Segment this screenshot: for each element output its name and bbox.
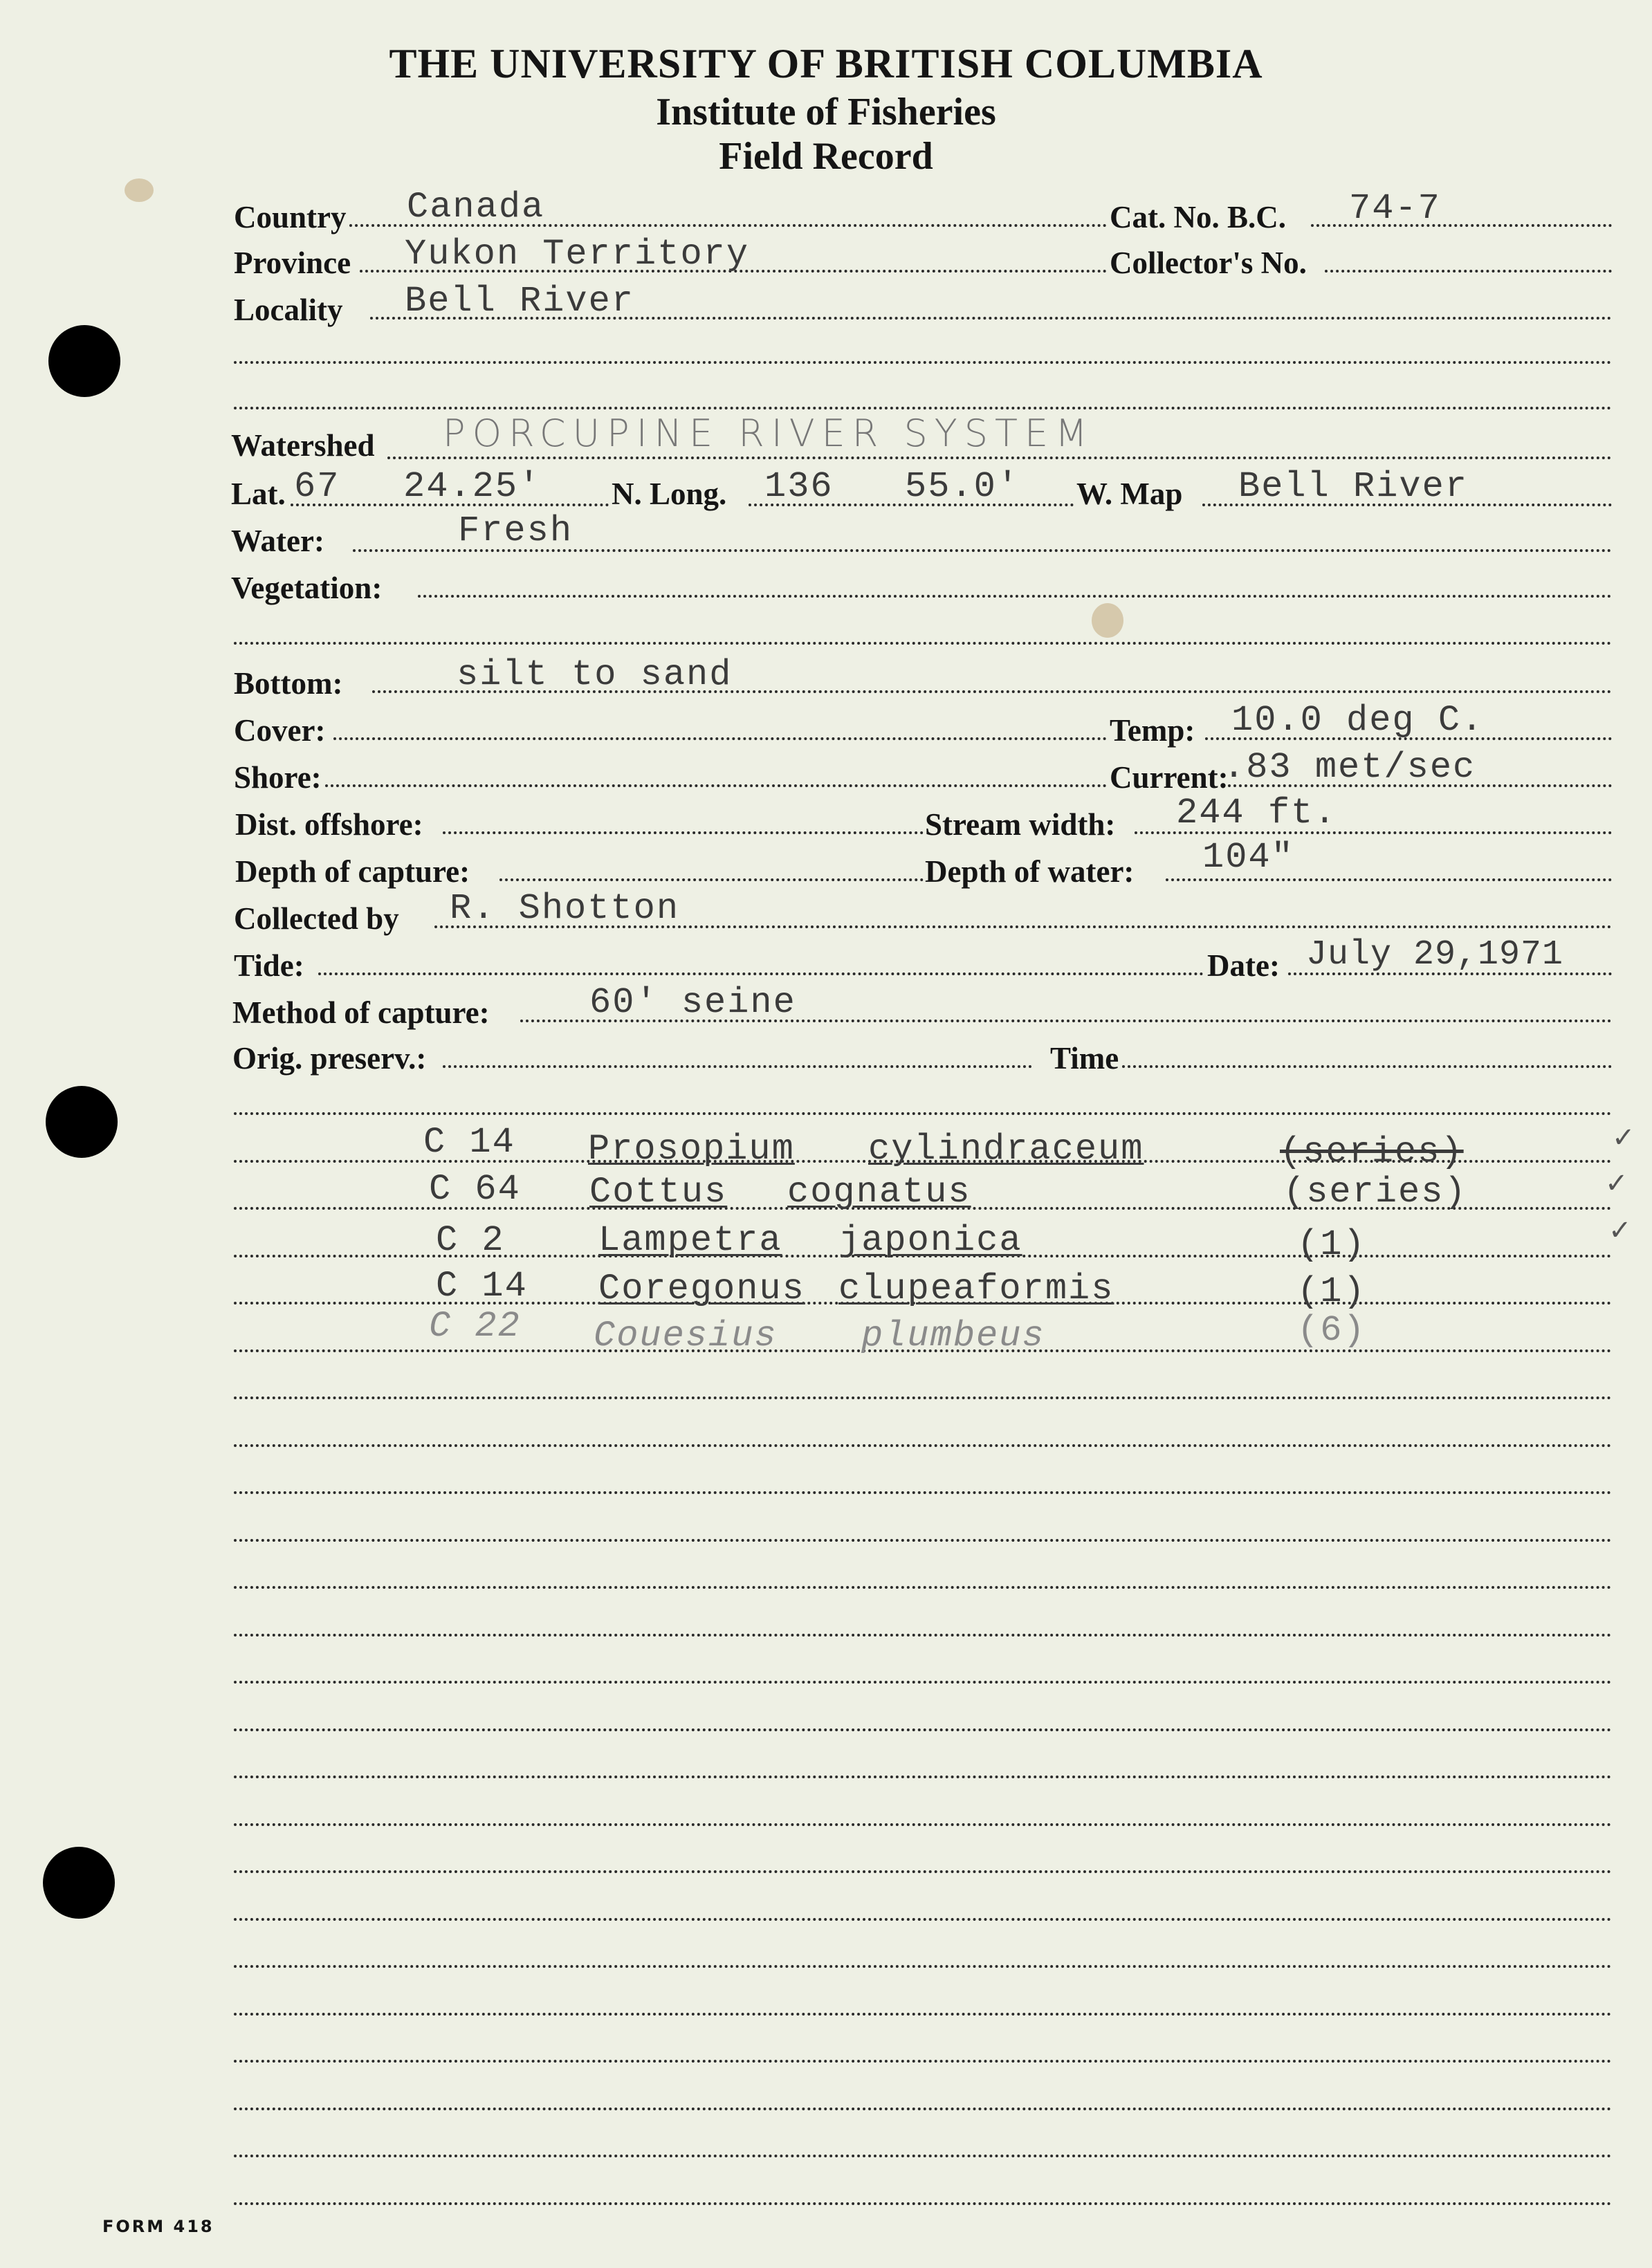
cover-line (333, 737, 1107, 740)
collected-by-value: R. Shotton (450, 888, 680, 929)
tide-label: Tide: (234, 948, 304, 983)
dist-offshore-label: Dist. offshore: (235, 807, 423, 842)
country-value: Canada (407, 187, 545, 228)
shore-line (325, 784, 1107, 787)
watershed-line (387, 457, 1612, 459)
orig-preserv-label: Orig. preserv.: (232, 1041, 427, 1076)
vegetation-line (418, 595, 1612, 598)
specimen-genus: Cottus (589, 1172, 728, 1213)
ruled-line (234, 1586, 1612, 1589)
tide-line (318, 972, 1204, 975)
specimen-code: C 14 (436, 1266, 528, 1307)
ruled-line (234, 1776, 1612, 1778)
stream-width-value: 244 ft. (1176, 793, 1337, 833)
specimen-code: C 14 (423, 1122, 515, 1163)
date-label: Date: (1207, 948, 1280, 983)
university-title: THE UNIVERSITY OF BRITISH COLUMBIA (389, 41, 1263, 86)
depth-capture-line (499, 878, 924, 881)
collectors-no-label: Collector's No. (1110, 246, 1307, 280)
specimen-genus: Coregonus (598, 1269, 805, 1309)
long-degrees-value: 136 (764, 466, 834, 507)
n-long-label: N. Long. (612, 477, 727, 511)
bottom-value: silt to sand (457, 654, 733, 695)
ruled-line (234, 1965, 1612, 1968)
bottom-label: Bottom: (234, 666, 343, 701)
ruled-line (234, 2155, 1612, 2157)
specimen-genus: Couesius (594, 1316, 778, 1356)
collectors-no-line (1325, 270, 1612, 273)
lat-degrees-value: 67 (294, 466, 340, 507)
ruled-line (234, 1634, 1612, 1637)
locality-label: Locality (234, 293, 343, 327)
specimen-code: C 22 (429, 1306, 521, 1347)
dist-offshore-line (443, 831, 924, 834)
shore-label: Shore: (234, 760, 322, 795)
date-value: July 29,1971 (1306, 935, 1564, 975)
ruled-line (234, 2202, 1612, 2205)
specimen-count: (6) (1297, 1310, 1366, 1351)
specimen-code: C 64 (429, 1169, 521, 1210)
specimen-species: plumbeus (861, 1316, 1045, 1356)
country-label: Country (234, 200, 347, 234)
lat-minutes-value: 24.25' (403, 466, 542, 507)
locality-value: Bell River (405, 281, 635, 322)
specimen-code: C 2 (436, 1220, 505, 1261)
cat-no-value: 74-7 (1349, 188, 1441, 229)
blank-line (234, 361, 1612, 364)
punch-hole-top (48, 325, 120, 397)
form-number: FORM 418 (102, 2217, 214, 2236)
method-value: 60' seine (589, 982, 796, 1023)
specimen-species: japonica (838, 1220, 1022, 1261)
institute-title: Institute of Fisheries (656, 91, 996, 133)
w-map-label: W. Map (1076, 477, 1183, 511)
province-label: Province (234, 246, 351, 280)
blank-line (234, 642, 1612, 645)
stream-width-label: Stream width: (925, 807, 1116, 842)
lat-label: Lat. (231, 477, 286, 511)
collected-by-label: Collected by (234, 901, 399, 936)
time-label: Time (1050, 1041, 1119, 1076)
depth-capture-label: Depth of capture: (235, 854, 470, 889)
temp-label: Temp: (1110, 713, 1195, 748)
time-line (1122, 1065, 1612, 1068)
specimen-species: clupeaformis (838, 1269, 1114, 1309)
specimen-genus: Lampetra (598, 1220, 782, 1261)
depth-water-value: 104" (1202, 837, 1294, 878)
watershed-label: Watershed (231, 428, 375, 463)
check-mark: ✓ (1605, 1168, 1628, 1199)
ruled-line (234, 2108, 1612, 2110)
record-title: Field Record (719, 135, 933, 178)
ruled-line (234, 1870, 1612, 1873)
ruled-line (234, 1539, 1612, 1542)
vegetation-label: Vegetation: (231, 571, 383, 605)
water-label: Water: (231, 524, 324, 558)
water-value: Fresh (458, 510, 573, 551)
province-value: Yukon Territory (405, 234, 750, 275)
specimen-count: (1) (1297, 1271, 1366, 1312)
specimen-species: cylindraceum (868, 1129, 1144, 1170)
cover-label: Cover: (234, 713, 326, 748)
punch-hole-bottom (43, 1847, 115, 1919)
temp-value: 10.0 deg C. (1231, 700, 1485, 741)
watershed-value: PORCUPINE RIVER SYSTEM (443, 412, 1094, 455)
depth-water-line (1166, 878, 1612, 881)
ruled-line (234, 1396, 1612, 1399)
blank-line (234, 407, 1612, 409)
specimen-count: (1) (1297, 1224, 1366, 1265)
method-label: Method of capture: (232, 995, 490, 1030)
stain-spot (1092, 603, 1123, 638)
map-value: Bell River (1238, 466, 1469, 507)
depth-water-label: Depth of water: (925, 854, 1135, 889)
ruled-line (234, 1918, 1612, 1921)
cat-no-label: Cat. No. B.C. (1110, 200, 1286, 234)
specimen-genus: Prosopium (588, 1129, 795, 1170)
ruled-line (234, 1681, 1612, 1684)
current-label: Current: (1110, 760, 1229, 795)
stain-spot (125, 178, 154, 202)
orig-preserv-line (443, 1065, 1032, 1068)
punch-hole-middle (46, 1086, 118, 1158)
ruled-line (234, 2060, 1612, 2063)
check-mark: ✓ (1608, 1215, 1632, 1246)
ruled-line (234, 1491, 1612, 1494)
ruled-line (234, 1728, 1612, 1731)
long-minutes-value: 55.0' (905, 466, 1020, 507)
specimen-count: (series) (1280, 1132, 1464, 1172)
ruled-line (234, 2013, 1612, 2016)
specimen-count: (series) (1283, 1172, 1467, 1213)
current-value: .83 met/sec (1223, 747, 1476, 788)
ruled-line (234, 1444, 1612, 1447)
ruled-line (234, 1112, 1612, 1115)
specimen-species: cognatus (787, 1172, 971, 1213)
check-mark: ✓ (1612, 1122, 1635, 1154)
ruled-line (234, 1823, 1612, 1826)
